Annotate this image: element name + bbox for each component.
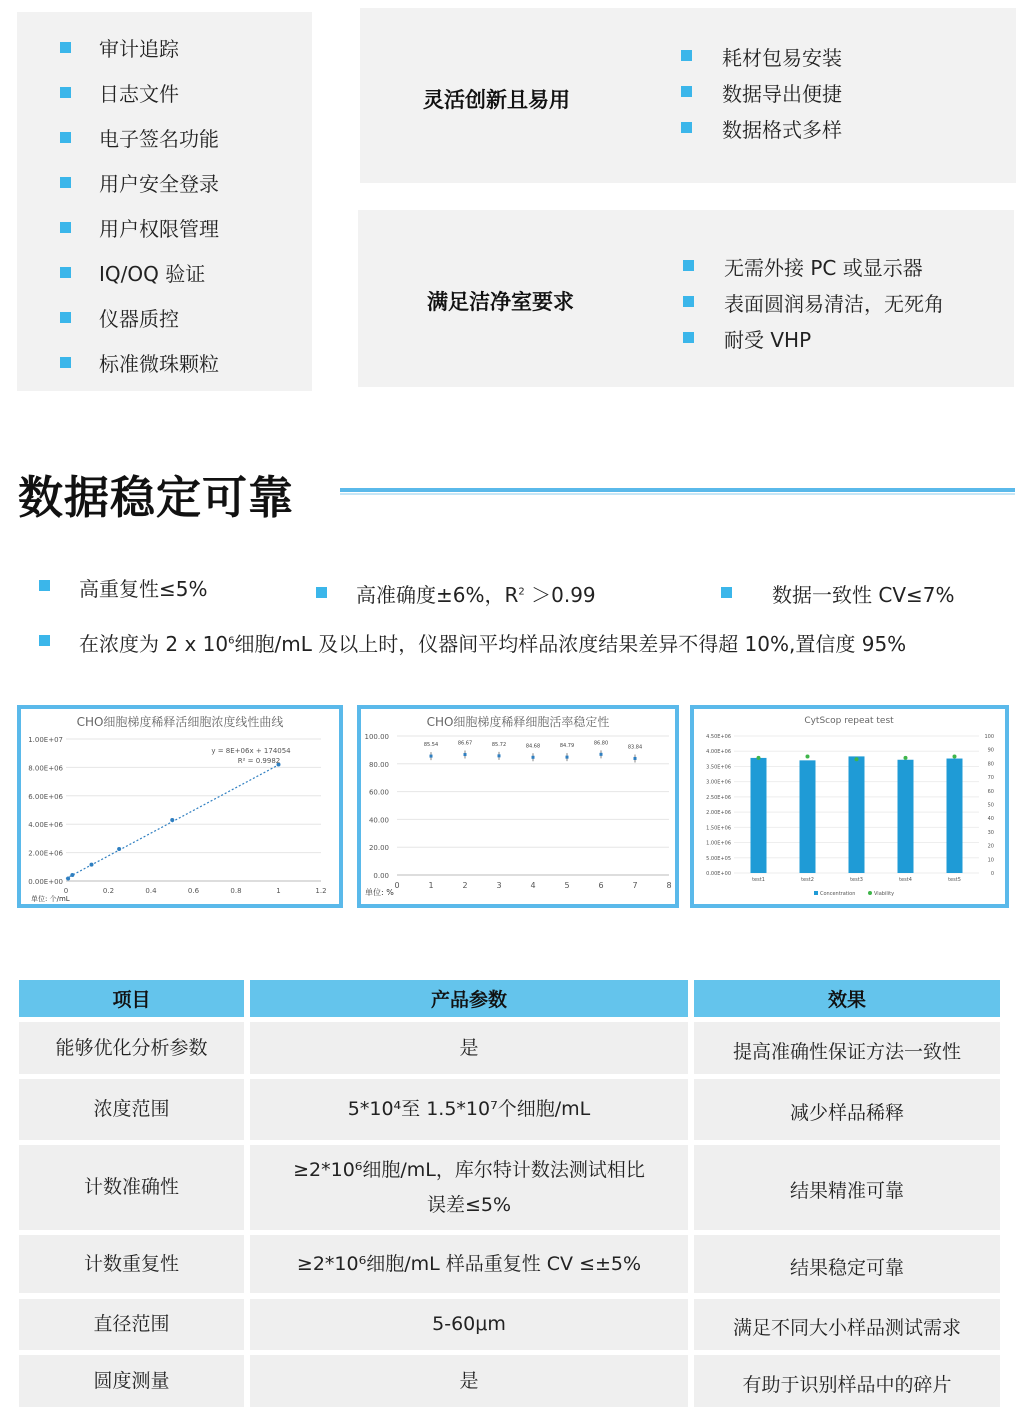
x-tick-label: 1: [428, 881, 434, 890]
x-tick-label: 7: [632, 881, 638, 890]
bullet-icon: [683, 332, 694, 343]
x-tick-label: test3: [850, 877, 863, 883]
table-cell-effect: 结果稳定可靠: [694, 1235, 1000, 1293]
y2-tick-label: 100: [984, 734, 994, 740]
trendline-equation: y = 8E+06x + 174054: [211, 747, 291, 755]
data-point: [464, 753, 467, 756]
x-tick-label: 1: [276, 887, 281, 895]
section-title: 数据稳定可靠: [18, 471, 295, 524]
feature-item: 用户安全登录: [99, 172, 219, 196]
y-tick-label: 60.00: [368, 788, 389, 797]
legend-swatch-concentration: [814, 891, 818, 895]
y-tick-label: 2.50E+06: [706, 794, 731, 801]
feature-item: 用户权限管理: [99, 217, 219, 241]
highlight-concentration: [79, 628, 906, 657]
bullet-icon: [60, 267, 71, 278]
legend-swatch-viability: [868, 891, 872, 895]
table-cell-item: 圆度测量: [19, 1355, 244, 1407]
y2-tick-label: 80: [987, 761, 994, 768]
x-tick-label: 0.4: [145, 887, 157, 895]
bullet-icon: [60, 132, 71, 143]
table-cell-effect: 有助于识别样品中的碎片: [694, 1355, 1000, 1407]
x-tick-label: 4: [530, 881, 536, 890]
data-label: 83.84: [627, 744, 643, 751]
bullet-icon: [681, 86, 692, 97]
unit-label: 单位: 个/mL: [31, 895, 70, 903]
data-point: [498, 754, 501, 757]
x-tick-label: test4: [899, 877, 912, 883]
y-tick-label: 4.00E+06: [28, 821, 63, 830]
chart-linearity-svg: [21, 709, 339, 904]
viability-point: [855, 757, 859, 761]
table-cell-param: [250, 1235, 688, 1293]
x-tick-label: 2: [462, 881, 468, 890]
x-tick-label: 8: [666, 881, 672, 890]
param-line: 5*10⁴至 1.5*10⁷个细胞/mL: [347, 1098, 591, 1121]
chart-title: CHO细胞梯度稀释活细胞浓度线性曲线: [76, 715, 284, 729]
data-point: [430, 755, 433, 758]
x-tick-label: 3: [496, 881, 502, 890]
y-tick-label: 3.50E+06: [706, 764, 731, 771]
table-cell-param: [250, 1022, 688, 1074]
feature-item: 仪器质控: [99, 307, 179, 331]
highlight-accuracy-text: 高准确度±6%，R: [356, 583, 519, 607]
table-cell-effect: 结果精准可靠: [694, 1145, 1000, 1230]
highlight-consistency: 数据一致性 CV≤7%: [772, 583, 955, 607]
viability-point: [757, 756, 761, 760]
data-point: [170, 818, 174, 822]
data-label: 84.68: [525, 743, 541, 750]
data-label: 85.54: [423, 742, 439, 749]
viability-point: [806, 755, 810, 759]
y2-tick-label: 0: [990, 871, 994, 877]
y-tick-label: 1.50E+06: [706, 825, 731, 832]
section-title-rule-light: [340, 493, 1015, 495]
highlight-concentration-text: 在浓度为 2 x 10: [79, 632, 229, 656]
panel-item: 耐受 VHP: [724, 328, 812, 352]
table-cell-item: 计数准确性: [19, 1145, 244, 1230]
chart-title: CytScop repeat test: [804, 716, 894, 726]
bullet-icon: [60, 42, 71, 53]
feature-panel-flexible: [360, 8, 1016, 183]
data-point: [66, 876, 70, 880]
table-cell-item: 直径范围: [19, 1299, 244, 1350]
section-title-rule: [340, 488, 1015, 492]
bullet-icon: [60, 312, 71, 323]
table-header: 产品参数: [250, 980, 688, 1017]
x-tick-label: test1: [752, 877, 765, 883]
y2-tick-label: 20: [987, 843, 994, 850]
param-line: 是: [459, 1369, 479, 1392]
x-tick-label: 0.8: [230, 887, 242, 895]
y-tick-label: 6.00E+06: [28, 792, 63, 801]
feature-item: 电子签名功能: [99, 127, 219, 151]
table-cell-effect: 提高准确性保证方法一致性: [694, 1022, 1000, 1074]
superscript: 6: [228, 635, 235, 647]
feature-item: IQ/OQ 验证: [99, 262, 206, 286]
table-cell-param: [250, 1079, 688, 1140]
y2-tick-label: 50: [987, 802, 994, 809]
panel-item: 无需外接 PC 或显示器: [724, 256, 923, 280]
bullet-icon: [39, 635, 50, 646]
y-tick-label: 1.00E+07: [28, 736, 63, 744]
y-tick-label: 20.00: [368, 844, 389, 853]
data-label: 85.72: [491, 741, 507, 748]
param-line: ≥2*10⁶细胞/mL 样品重复性 CV ≤±5%: [296, 1252, 642, 1275]
x-tick-label: 5: [564, 881, 570, 890]
y-tick-label: 80.00: [368, 760, 389, 769]
viability-point: [953, 755, 957, 759]
x-tick-label: 6: [598, 881, 604, 890]
param-line: ≥2*10⁶细胞/mL，库尔特计数法测试相比: [293, 1159, 645, 1182]
y2-tick-label: 30: [987, 829, 994, 836]
table-cell-item: 浓度范围: [19, 1079, 244, 1140]
bar: [947, 759, 963, 873]
y2-tick-label: 90: [987, 747, 994, 754]
r-squared-label: R² = 0.9982: [237, 757, 281, 765]
panel-title-cleanroom: 满足洁净室要求: [427, 290, 574, 314]
superscript: 2: [518, 586, 525, 598]
y2-tick-label: 10: [987, 857, 994, 864]
data-point: [70, 873, 74, 877]
x-tick-label: 0.6: [187, 887, 200, 895]
chart-repeat: [690, 705, 1009, 908]
panel-item: 耗材包易安装: [722, 46, 842, 70]
chart-title: CHO细胞梯度稀释细胞活率稳定性: [426, 715, 610, 729]
y-tick-label: 100.00: [364, 733, 389, 741]
chart-viability: [357, 705, 679, 908]
y-tick-label: 5.00E+05: [706, 855, 731, 862]
bullet-icon: [681, 50, 692, 61]
data-point: [532, 756, 535, 759]
bar: [800, 760, 816, 873]
highlight-repeatability: 高重复性≤5%: [79, 577, 208, 601]
data-label: 86.80: [593, 740, 609, 747]
y-tick-label: 1.00E+06: [706, 840, 731, 847]
x-tick-label: test5: [948, 877, 961, 883]
bar: [751, 758, 767, 873]
x-tick-label: 1.2: [315, 887, 327, 895]
table-cell-effect: 满足不同大小样品测试需求: [694, 1299, 1000, 1350]
data-point: [90, 863, 94, 867]
feature-item: 标准微珠颗粒: [99, 352, 219, 376]
table-cell-effect: 减少样品稀释: [694, 1079, 1000, 1140]
unit-label: 单位: %: [365, 888, 394, 897]
data-point: [600, 753, 603, 756]
bullet-icon: [60, 222, 71, 233]
panel-item: 数据格式多样: [722, 118, 842, 142]
y2-tick-label: 40: [987, 816, 994, 823]
highlight-concentration-rest: 细胞/mL 及以上时，仪器间平均样品浓度结果差异不得超 10%,置信度 95%: [234, 632, 907, 656]
bullet-icon: [683, 296, 694, 307]
bullet-icon: [60, 357, 71, 368]
data-point: [634, 757, 637, 760]
y-tick-label: 4.50E+06: [706, 734, 731, 740]
table-header: 项目: [19, 980, 244, 1017]
table-cell-param: [250, 1299, 688, 1350]
table-cell-item: 计数重复性: [19, 1235, 244, 1293]
bullet-icon: [39, 580, 50, 591]
legend-label: Concentration: [820, 891, 856, 897]
x-tick-label: 0: [394, 881, 400, 890]
feature-panel-cleanroom: [358, 210, 1014, 387]
x-tick-label: 0.2: [102, 887, 115, 895]
panel-title-flexible: 灵活创新且易用: [423, 88, 570, 112]
chart-viability-svg: [361, 709, 675, 904]
highlight-accuracy-value: ＞0.99: [524, 583, 596, 607]
chart-repeat-svg: [694, 709, 1005, 904]
y2-tick-label: 70: [987, 775, 994, 782]
bar: [898, 760, 914, 873]
data-label: 84.79: [559, 743, 575, 750]
y-tick-label: 40.00: [368, 816, 389, 825]
y-tick-label: 4.00E+06: [706, 749, 731, 756]
bullet-icon: [60, 177, 71, 188]
table-cell-item: 能够优化分析参数: [19, 1022, 244, 1074]
x-tick-label: 0: [63, 887, 69, 895]
data-label: 86.67: [457, 740, 473, 747]
feature-item: 日志文件: [99, 82, 179, 106]
param-line: 是: [459, 1036, 479, 1059]
bullet-icon: [681, 122, 692, 133]
param-line: 5-60μm: [432, 1313, 506, 1336]
legend-label: Viability: [874, 891, 895, 897]
y-tick-label: 0.00: [373, 872, 389, 880]
table-header: 效果: [694, 980, 1000, 1017]
viability-point: [904, 756, 908, 760]
y-tick-label: 3.00E+06: [706, 779, 731, 786]
table-cell-param: [250, 1145, 688, 1230]
feature-item: 审计追踪: [99, 37, 179, 61]
data-point: [566, 756, 569, 759]
panel-item: 表面圆润易清洁，无死角: [724, 292, 944, 316]
bullet-icon: [683, 260, 694, 271]
data-point: [117, 847, 121, 851]
y-tick-label: 2.00E+06: [706, 810, 731, 817]
panel-item: 数据导出便捷: [722, 82, 842, 106]
y-tick-label: 2.00E+06: [28, 849, 63, 858]
table-cell-param: [250, 1355, 688, 1407]
feature-panel-left: [17, 12, 312, 391]
chart-linearity: [17, 705, 343, 908]
bar: [849, 756, 865, 873]
y-tick-label: 8.00E+06: [28, 764, 63, 773]
x-tick-label: test2: [801, 877, 814, 883]
bullet-icon: [316, 587, 327, 598]
highlight-accuracy: [356, 579, 596, 608]
bullet-icon: [60, 87, 71, 98]
bullet-icon: [721, 587, 732, 598]
param-line: 误差≤5%: [426, 1193, 512, 1216]
y-tick-label: 0.00E+00: [706, 871, 731, 877]
y-tick-label: 0.00E+00: [28, 878, 63, 886]
y2-tick-label: 60: [987, 788, 994, 795]
